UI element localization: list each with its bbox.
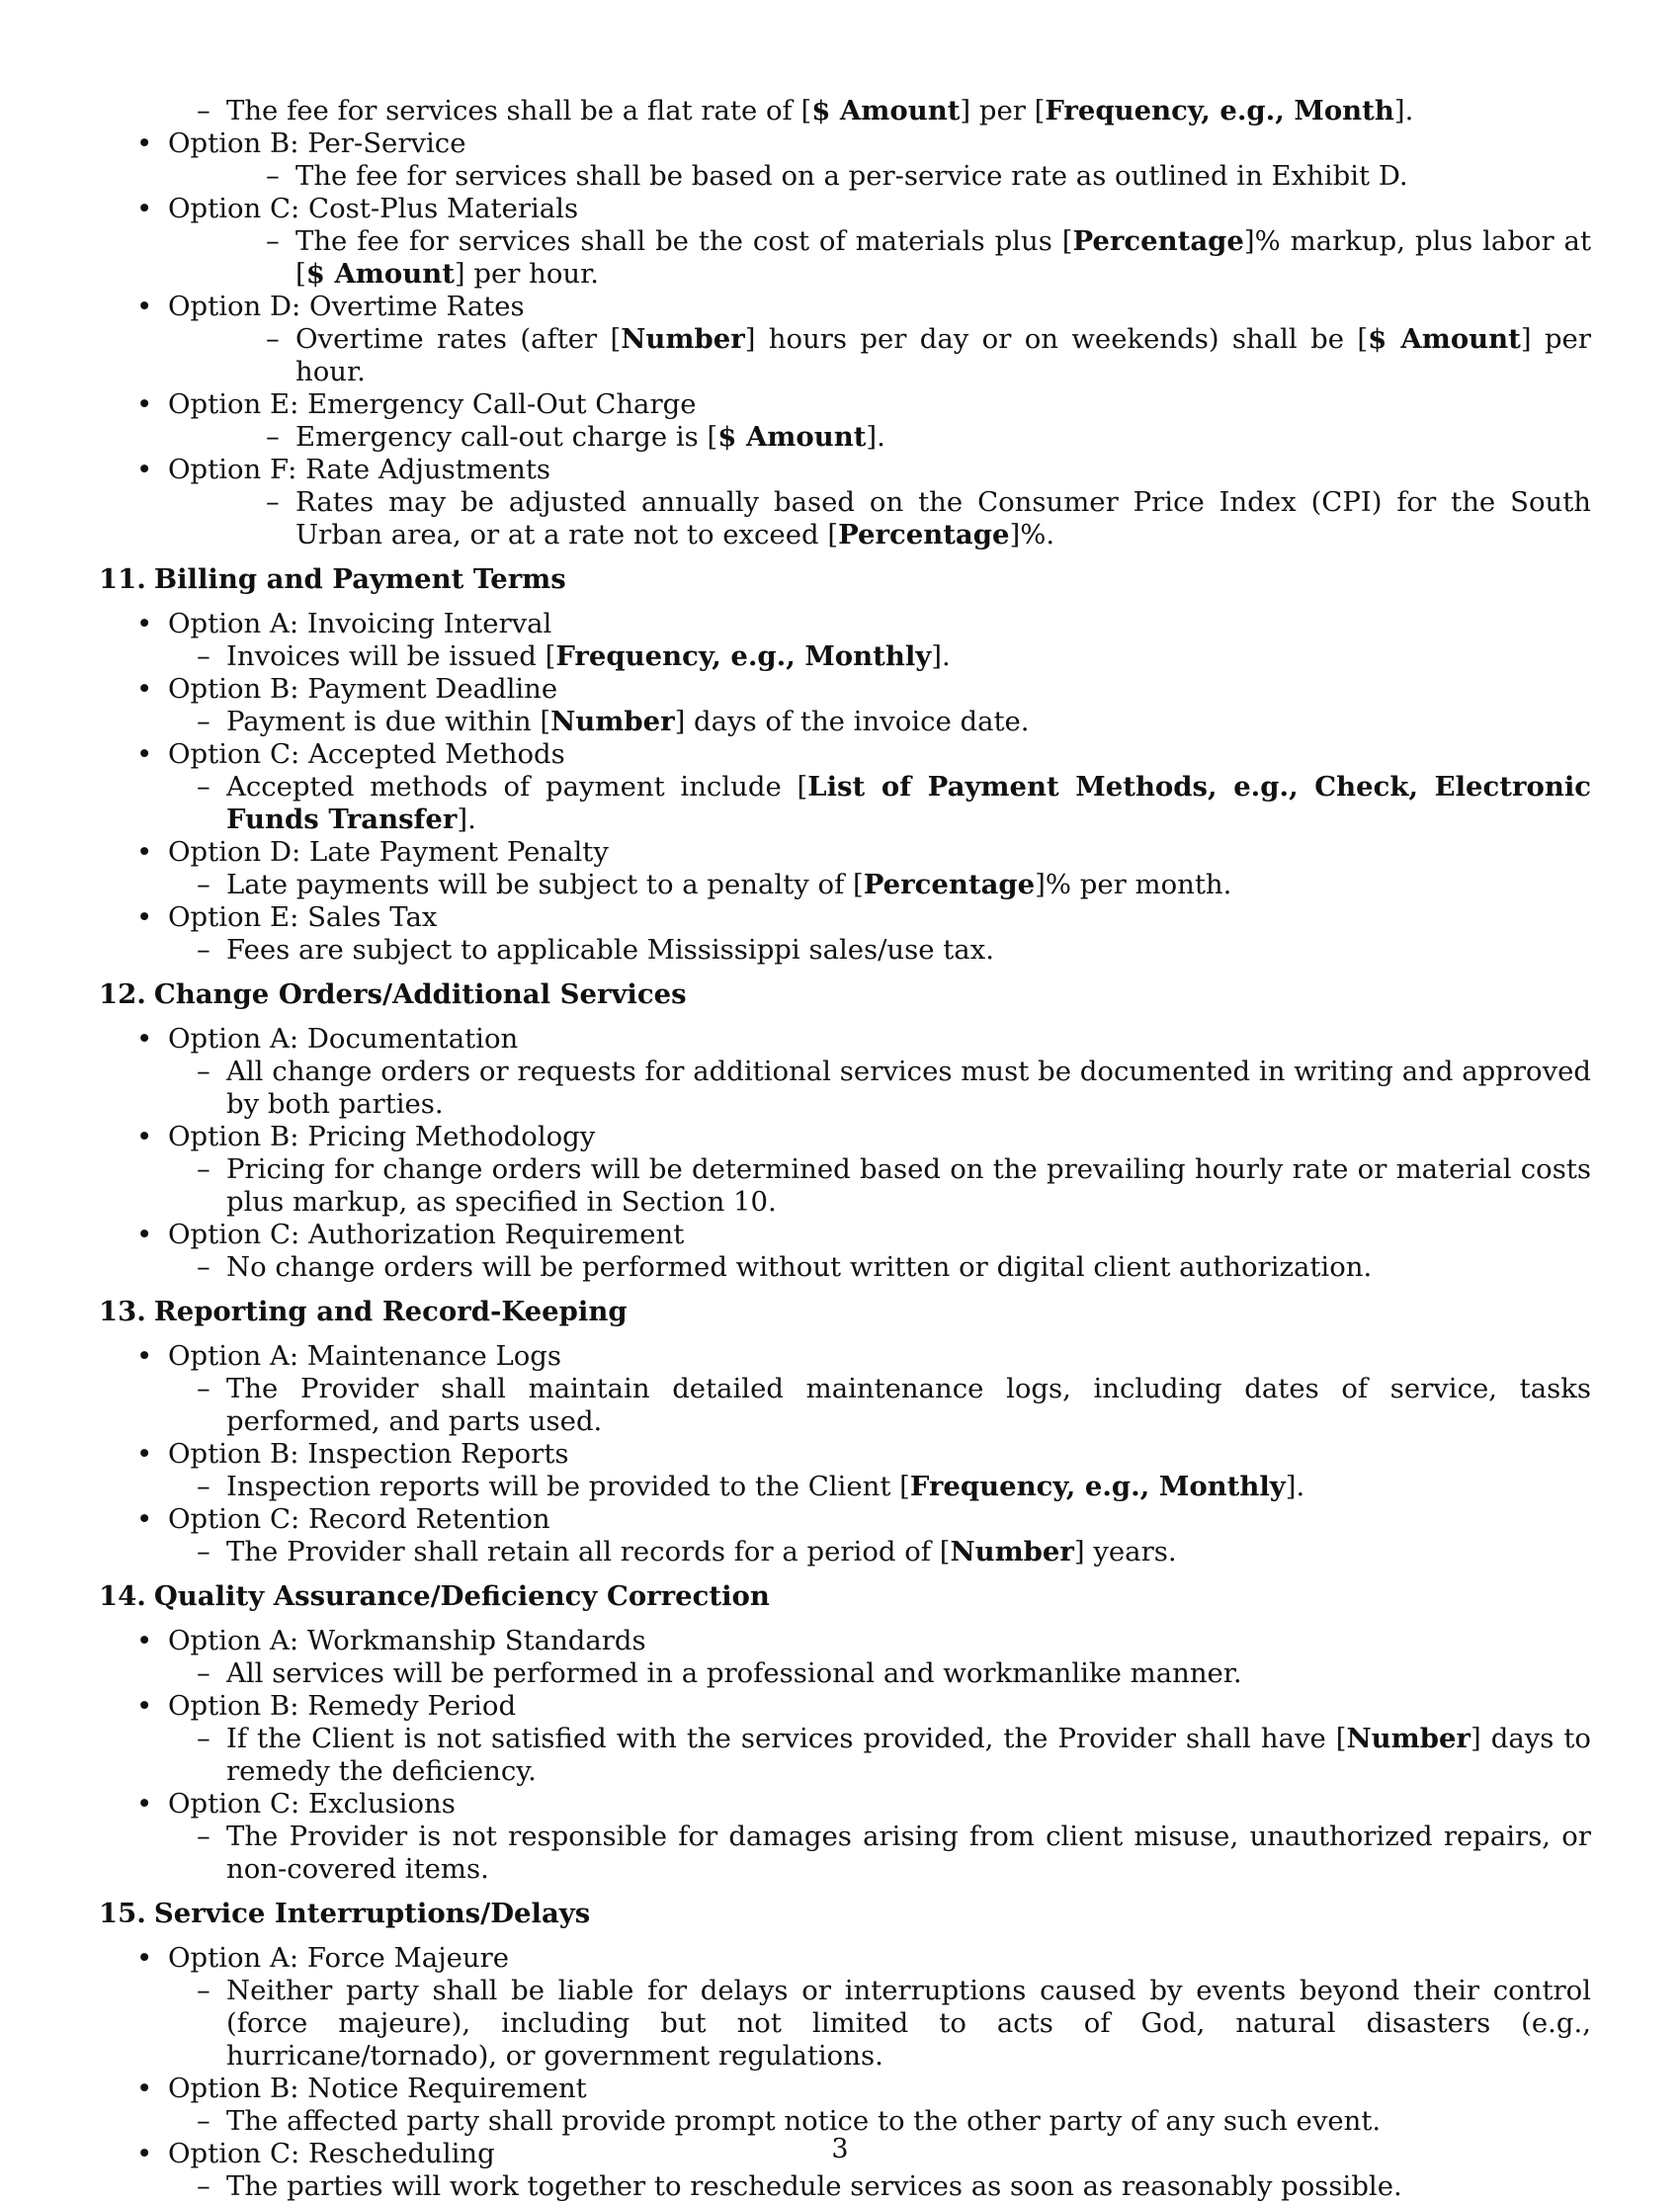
section-number: 12. bbox=[99, 978, 146, 1010]
dash-marker: – bbox=[197, 2170, 210, 2202]
option-item bbox=[99, 901, 1591, 967]
section-block bbox=[99, 563, 1591, 967]
sub-item-text bbox=[295, 486, 1591, 551]
text-run: The Provider shall maintain detailed maintenance logs, including dates of service, tasks performed, and parts used. bbox=[226, 1373, 1591, 1437]
text-run: If the Client is not satisfied with the services provided, the Provider shall have [ bbox=[226, 1723, 1347, 1754]
sub-item bbox=[168, 160, 1591, 193]
bullet-marker: • bbox=[136, 738, 153, 770]
sub-item-text bbox=[226, 771, 1591, 835]
dash-marker: – bbox=[197, 2105, 210, 2137]
sub-item bbox=[99, 934, 1591, 967]
bullet-marker: • bbox=[136, 1340, 153, 1372]
option-item bbox=[99, 1023, 1591, 1121]
option-item bbox=[99, 1340, 1591, 1438]
sub-item-text bbox=[226, 640, 951, 672]
option-item bbox=[99, 608, 1591, 673]
sub-item-text bbox=[226, 2105, 1381, 2137]
dash-marker: – bbox=[266, 421, 280, 453]
section-heading bbox=[99, 1296, 1591, 1328]
text-run: Payment is due within [ bbox=[226, 706, 551, 737]
placeholder-field: $ Amount bbox=[305, 258, 455, 290]
sub-item-text bbox=[226, 1471, 1304, 1502]
text-run: The fee for services shall be a flat rate of [ bbox=[226, 95, 812, 127]
sub-item-text bbox=[226, 1373, 1591, 1437]
option-label: Option C: Accepted Methods bbox=[168, 738, 565, 770]
option-item bbox=[99, 738, 1591, 836]
option-label: Option C: Cost-Plus Materials bbox=[168, 193, 579, 224]
sub-item-text bbox=[226, 1056, 1591, 1120]
option-item bbox=[99, 454, 1591, 551]
bullet-marker: • bbox=[136, 1788, 153, 1820]
option-label: Option B: Per-Service bbox=[168, 127, 466, 159]
lead-sub-item bbox=[99, 95, 1591, 127]
sub-item bbox=[168, 421, 1591, 454]
sub-item-text bbox=[226, 1153, 1591, 1218]
sub-item-text bbox=[295, 323, 1591, 387]
sub-item bbox=[99, 2170, 1591, 2203]
placeholder-field: Percentage bbox=[838, 519, 1010, 551]
section-heading bbox=[99, 563, 1591, 596]
text-run: ]. bbox=[1393, 95, 1414, 127]
sub-item bbox=[99, 1975, 1591, 2073]
dash-marker: – bbox=[266, 160, 280, 192]
section-heading bbox=[99, 978, 1591, 1011]
text-run: Neither party shall be liable for delays or interruptions caused by events beyond their control (force majeure), including but not limited to acts of God, natural disasters (e.g., hurricane/tornado), or government regulations. bbox=[226, 1975, 1591, 2072]
option-label: Option C: Record Retention bbox=[168, 1503, 550, 1535]
option-label: Option A: Force Majeure bbox=[168, 1942, 510, 1974]
bullet-marker: • bbox=[136, 1625, 153, 1656]
placeholder-field: Percentage bbox=[863, 869, 1036, 900]
dash-marker: – bbox=[266, 486, 280, 518]
section-number: 13. bbox=[99, 1296, 146, 1327]
bullet-marker: • bbox=[136, 291, 153, 322]
sub-item-text bbox=[226, 1723, 1591, 1787]
section-title: Quality Assurance/Deficiency Correction bbox=[153, 1580, 770, 1612]
option-item bbox=[99, 1690, 1591, 1788]
section-number: 14. bbox=[99, 1580, 146, 1612]
sections-container bbox=[99, 563, 1591, 2203]
option-item bbox=[99, 1503, 1591, 1568]
text-run: ] days to remedy the deficiency. bbox=[226, 1723, 1591, 1787]
sub-item-text bbox=[226, 706, 1030, 737]
placeholder-field: Frequency, e.g., Monthly bbox=[555, 640, 932, 672]
text-run: All change orders or requests for additional services must be documented in writing and approved by both parties. bbox=[226, 1056, 1591, 1120]
dash-marker: – bbox=[197, 934, 210, 966]
section-heading bbox=[99, 1898, 1591, 1930]
dash-marker: – bbox=[197, 706, 210, 737]
placeholder-field: $ Amount bbox=[717, 421, 867, 453]
text-run: Overtime rates (after [ bbox=[295, 323, 622, 355]
option-label: Option C: Authorization Requirement bbox=[168, 1219, 685, 1250]
section-title: Change Orders/Additional Services bbox=[153, 978, 687, 1010]
dash-marker: – bbox=[197, 1657, 210, 1689]
text-run: Pricing for change orders will be determined based on the prevailing hourly rate or material costs plus markup, as specified in Section 10. bbox=[226, 1153, 1591, 1218]
bullet-marker: • bbox=[136, 2138, 153, 2169]
section-title: Billing and Payment Terms bbox=[153, 563, 566, 595]
bullet-marker: • bbox=[136, 1438, 153, 1470]
bullet-marker: • bbox=[136, 127, 153, 159]
section-heading bbox=[99, 1580, 1591, 1613]
text-run: ] per hour. bbox=[295, 323, 1591, 387]
sub-item bbox=[99, 1723, 1591, 1788]
placeholder-field: Percentage bbox=[1072, 225, 1244, 257]
option-label: Option E: Emergency Call-Out Charge bbox=[168, 388, 697, 420]
option-item bbox=[99, 1219, 1591, 1284]
text-run: ] per hour. bbox=[454, 258, 600, 290]
sub-item-text bbox=[295, 421, 885, 453]
sub-item-text bbox=[226, 1536, 1177, 1568]
dash-marker: – bbox=[197, 1471, 210, 1502]
dash-marker: – bbox=[197, 1536, 210, 1568]
bullet-marker: • bbox=[136, 1121, 153, 1152]
sub-item bbox=[99, 640, 1591, 673]
bullet-marker: • bbox=[136, 1023, 153, 1055]
text-run: The Provider is not responsible for damages arising from client misuse, unauthorized repairs, or non-covered items. bbox=[226, 1821, 1591, 1885]
sub-item bbox=[99, 771, 1591, 836]
placeholder-field: Frequency, e.g., Monthly bbox=[909, 1471, 1286, 1502]
option-list bbox=[99, 608, 1591, 967]
bullet-marker: • bbox=[136, 608, 153, 639]
sub-item-text bbox=[295, 225, 1591, 290]
option-item bbox=[99, 673, 1591, 738]
sub-item bbox=[99, 1251, 1591, 1284]
text-run: ]. bbox=[1285, 1471, 1305, 1502]
option-label: Option D: Overtime Rates bbox=[168, 291, 525, 322]
bullet-marker: • bbox=[136, 193, 153, 224]
dash-marker: – bbox=[266, 225, 280, 257]
sub-item bbox=[99, 1471, 1591, 1503]
option-label: Option F: Rate Adjustments bbox=[168, 454, 551, 485]
sub-item bbox=[99, 1373, 1591, 1438]
option-label: Option E: Sales Tax bbox=[168, 901, 438, 933]
option-item bbox=[99, 1438, 1591, 1503]
bullet-marker: • bbox=[136, 2073, 153, 2104]
bullet-marker: • bbox=[136, 1690, 153, 1722]
placeholder-field: List of Payment Methods, e.g., Check, Electronic Funds Transfer bbox=[226, 771, 1592, 835]
document-page bbox=[99, 95, 1591, 2203]
text-run: Late payments will be subject to a penalty of [ bbox=[226, 869, 864, 900]
text-run: ]% markup, plus labor at [ bbox=[295, 225, 1592, 290]
option-item bbox=[99, 127, 1591, 193]
text-run: Fees are subject to applicable Mississippi sales/use tax. bbox=[226, 934, 994, 966]
sub-item bbox=[168, 323, 1591, 388]
placeholder-field: Number bbox=[550, 706, 675, 737]
sub-item-text bbox=[226, 1251, 1372, 1283]
bullet-marker: • bbox=[136, 673, 153, 705]
text-run: Accepted methods of payment include [ bbox=[226, 771, 808, 803]
text-run: The parties will work together to reschedule services as soon as reasonably possible. bbox=[226, 2170, 1402, 2202]
text-run: ] hours per day or on weekends) shall be [ bbox=[744, 323, 1369, 355]
text-run: No change orders will be performed without written or digital client authorization. bbox=[226, 1251, 1373, 1283]
text-run: ]. bbox=[931, 640, 951, 672]
option-item bbox=[99, 2073, 1591, 2138]
text-run: The Provider shall retain all records for a period of [ bbox=[226, 1536, 951, 1568]
dash-marker: – bbox=[266, 323, 280, 355]
sub-item bbox=[99, 706, 1591, 738]
page-number: 3 bbox=[831, 2134, 849, 2164]
sub-item-text bbox=[226, 1657, 1242, 1689]
option-label: Option B: Payment Deadline bbox=[168, 673, 558, 705]
sub-item bbox=[99, 1536, 1591, 1568]
sub-item bbox=[99, 1657, 1591, 1690]
sub-item-text bbox=[226, 934, 994, 966]
placeholder-field: Number bbox=[1346, 1723, 1470, 1754]
section-number: 11. bbox=[99, 563, 146, 595]
bullet-marker: • bbox=[136, 1942, 153, 1974]
sub-item-text bbox=[226, 869, 1231, 900]
section-block bbox=[99, 1296, 1591, 1568]
sub-item bbox=[99, 869, 1591, 901]
option-item bbox=[99, 193, 1591, 291]
option-item bbox=[99, 1942, 1591, 2073]
bullet-marker: • bbox=[136, 454, 153, 485]
dash-marker: – bbox=[197, 1821, 210, 1852]
option-label: Option D: Late Payment Penalty bbox=[168, 836, 609, 868]
dash-marker: – bbox=[197, 1153, 210, 1185]
option-label: Option C: Rescheduling bbox=[168, 2138, 495, 2169]
text-run: Emergency call-out charge is [ bbox=[295, 421, 718, 453]
option-label: Option B: Pricing Methodology bbox=[168, 1121, 596, 1152]
sub-item-text bbox=[226, 1821, 1591, 1885]
option-label: Option B: Inspection Reports bbox=[168, 1438, 569, 1470]
placeholder-field: $ Amount bbox=[811, 95, 961, 127]
text-run: ] years. bbox=[1073, 1536, 1177, 1568]
sub-item bbox=[99, 1056, 1591, 1121]
dash-marker: – bbox=[197, 1056, 210, 1087]
text-run: Rates may be adjusted annually based on the Consumer Price Index (CPI) for the South Urban area, or at a rate not to exceed [ bbox=[295, 486, 1591, 551]
section-title: Service Interruptions/Delays bbox=[153, 1898, 591, 1929]
section-block bbox=[99, 978, 1591, 1284]
option-item bbox=[99, 291, 1591, 388]
text-run: ]% per month. bbox=[1035, 869, 1232, 900]
placeholder-field: Number bbox=[950, 1536, 1074, 1568]
option-item bbox=[99, 836, 1591, 901]
bullet-marker: • bbox=[136, 1503, 153, 1535]
text-run: ] per [ bbox=[960, 95, 1046, 127]
bullet-marker: • bbox=[136, 388, 153, 420]
text-run: ]%. bbox=[1009, 519, 1055, 551]
sub-item bbox=[99, 1153, 1591, 1219]
text-run: Inspection reports will be provided to the Client [ bbox=[226, 1471, 910, 1502]
option-label: Option A: Invoicing Interval bbox=[168, 608, 552, 639]
sub-item bbox=[168, 486, 1591, 551]
section-number: 15. bbox=[99, 1898, 146, 1929]
text-run: Invoices will be issued [ bbox=[226, 640, 556, 672]
sub-item-text bbox=[226, 95, 1413, 127]
text-run: The fee for services shall be based on a per-service rate as outlined in Exhibit D. bbox=[295, 160, 1408, 192]
section-block bbox=[99, 1580, 1591, 1886]
section-title: Reporting and Record-Keeping bbox=[153, 1296, 628, 1327]
sub-item-text bbox=[226, 2170, 1402, 2202]
sub-item-text bbox=[295, 160, 1408, 192]
option-label: Option C: Exclusions bbox=[168, 1788, 456, 1820]
option-list bbox=[99, 1340, 1591, 1568]
option-item bbox=[99, 1625, 1591, 1690]
option-label: Option B: Notice Requirement bbox=[168, 2073, 587, 2104]
dash-marker: – bbox=[197, 1373, 210, 1404]
option-list bbox=[99, 127, 1591, 551]
option-list bbox=[99, 1023, 1591, 1284]
option-label: Option A: Documentation bbox=[168, 1023, 519, 1055]
bullet-marker: • bbox=[136, 1219, 153, 1250]
text-run: The fee for services shall be the cost of materials plus [ bbox=[295, 225, 1073, 257]
sub-item bbox=[168, 225, 1591, 291]
text-run: ] days of the invoice date. bbox=[674, 706, 1030, 737]
sub-item bbox=[99, 1821, 1591, 1886]
placeholder-field: Number bbox=[621, 323, 745, 355]
option-label: Option A: Maintenance Logs bbox=[168, 1340, 562, 1372]
bullet-marker: • bbox=[136, 836, 153, 868]
option-label: Option A: Workmanship Standards bbox=[168, 1625, 646, 1656]
option-label: Option B: Remedy Period bbox=[168, 1690, 517, 1722]
text-run: All services will be performed in a professional and workmanlike manner. bbox=[226, 1657, 1242, 1689]
dash-marker: – bbox=[197, 1975, 210, 2006]
text-run: ]. bbox=[866, 421, 885, 453]
option-item bbox=[99, 1788, 1591, 1886]
dash-marker: – bbox=[197, 640, 210, 672]
bullet-marker: • bbox=[136, 901, 153, 933]
sub-item-text bbox=[226, 1975, 1591, 2072]
placeholder-field: $ Amount bbox=[1368, 323, 1521, 355]
placeholder-field: Frequency, e.g., Month bbox=[1045, 95, 1394, 127]
text-run: The affected party shall provide prompt notice to the other party of any such event. bbox=[226, 2105, 1382, 2137]
dash-marker: – bbox=[197, 1251, 210, 1283]
dash-marker: – bbox=[197, 771, 210, 803]
option-item bbox=[99, 388, 1591, 454]
text-run: ]. bbox=[457, 804, 476, 835]
dash-marker: – bbox=[197, 95, 210, 127]
option-item bbox=[99, 1121, 1591, 1219]
dash-marker: – bbox=[197, 869, 210, 900]
option-list bbox=[99, 1625, 1591, 1886]
continued-section-10 bbox=[99, 95, 1591, 551]
dash-marker: – bbox=[197, 1723, 210, 1754]
